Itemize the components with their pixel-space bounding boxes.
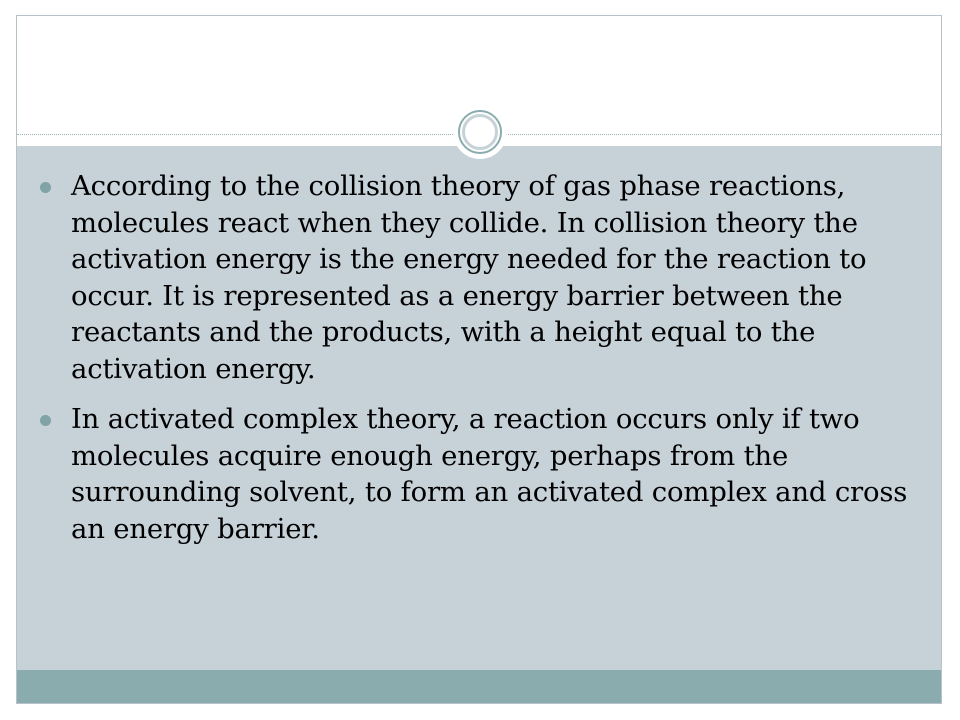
bullet-dot-icon [40,415,51,426]
bullet-text: In activated complex theory, a reaction occurs only if two molecules acquire enough energy, perhaps from the surrounding solvent, to form an activated complex and cross an energy barrier. [71,403,908,545]
bullet-text: According to the collision theory of gas phase reactions, molecules react when they collide. In collision theory the activation energy is the energy needed for the reaction to occur. It is represented as a energy barrier between the reactants and the products, with a height equal to the activation energy. [71,170,867,385]
bullet-list [40,168,910,561]
bottom-band [17,670,941,704]
bullet-dot-icon [40,182,51,193]
bullet-item [40,401,910,547]
ring-icon [453,105,507,159]
bullet-item [40,168,910,387]
